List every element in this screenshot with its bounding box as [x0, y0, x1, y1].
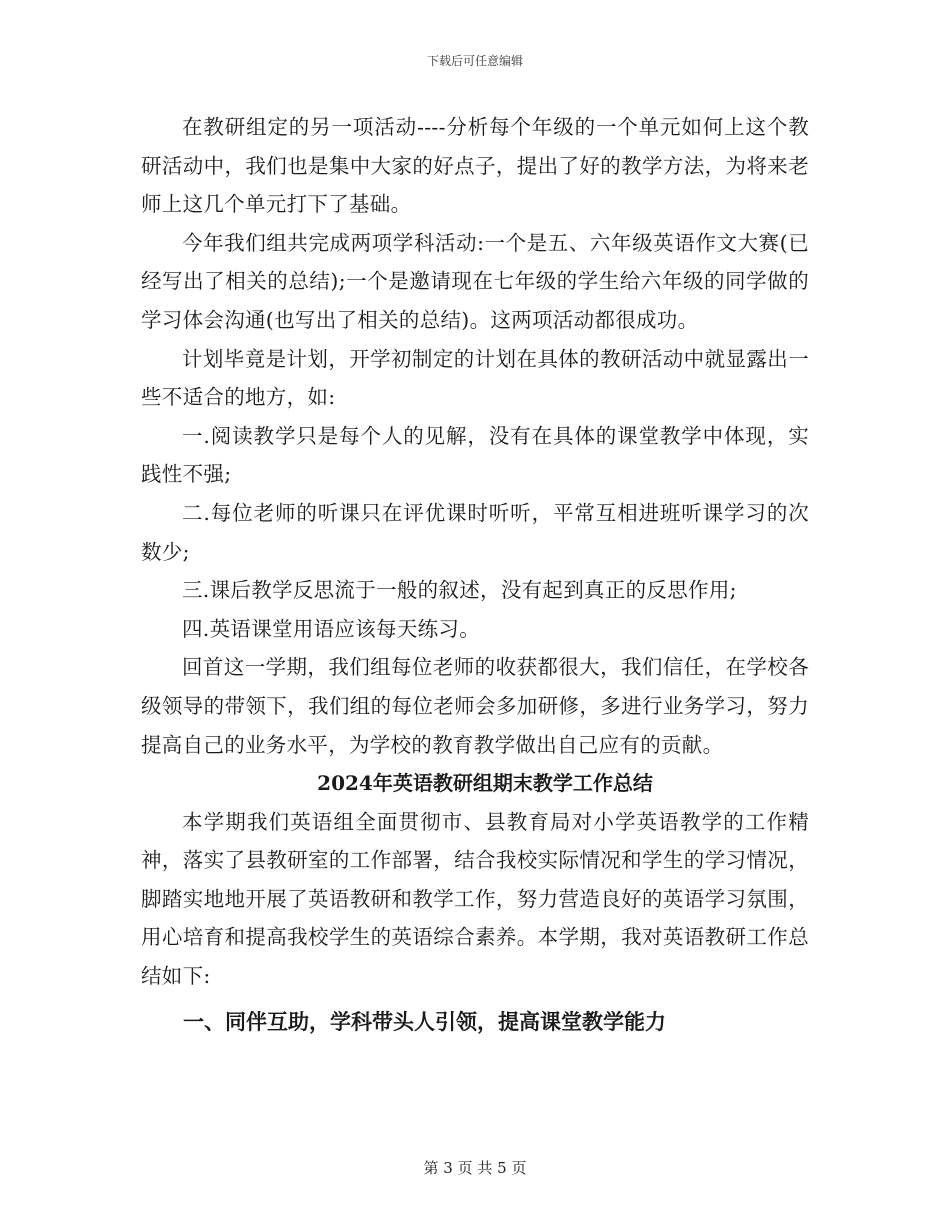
- list-item-observation: 二.每位老师的听课只在评优课时听听，平常互相进班听课学习的次数少;: [141, 500, 809, 564]
- paragraph-review: 回首这一学期，我们组每位老师的收获都很大，我们信任，在学校各级领导的带领下，我们组的每位老师会多加研修，多进行业务学习，努力提高自己的业务水平，为学校的教育教学做出自己应有的贡献。: [141, 655, 809, 757]
- paragraph-plan: 计划毕竟是计划，开学初制定的计划在具体的教研活动中就显露出一些不适合的地方，如:: [141, 346, 809, 410]
- page-header: 下载后可任意编辑: [426, 54, 523, 68]
- section-title: 2024年英语教研组期末教学工作总结: [317, 771, 653, 796]
- list-item-reflection: 三.课后教学反思流于一般的叙述，没有起到真正的反思作用;: [182, 578, 737, 603]
- list-item-reading: 一.阅读教学只是每个人的见解，没有在具体的课堂教学中体现，实践性不强;: [141, 423, 809, 487]
- paragraph-subject-activities: 今年我们组共完成两项学科活动:一个是五、六年级英语作文大赛(已经写出了相关的总结);一个是邀请现在七年级的学生给六年级的同学做的学习体会沟通(也写出了相关的总结)。这两项活动都很成功。: [141, 230, 809, 332]
- paragraph-activity: 在教研组定的另一项活动----分析每个年级的一个单元如何上这个教研活动中，我们也是集中大家的好点子，提出了好的教学方法，为将来老师上这几个单元打下了基础。: [141, 115, 809, 217]
- document-body: [141, 108, 809, 1044]
- subheading: 一、同伴互助，学科带头人引领，提高课堂教学能力: [183, 1008, 666, 1034]
- paragraph-intro: 本学期我们英语组全面贯彻市、县教育局对小学英语教学的工作精神，落实了县教研室的工作部署，结合我校实际情况和学生的学习情况，脚踏实地地开展了英语教研和教学工作，努力营造良好的英语学习氛围，用心培育和提高我校学生的英语综合素养。本学期，我对英语教研工作总结如下:: [141, 809, 809, 989]
- list-item-classroom-language: 四.英语课堂用语应该每天练习。: [182, 616, 481, 641]
- page-footer: 第 3 页 共 5 页: [423, 1159, 527, 1177]
